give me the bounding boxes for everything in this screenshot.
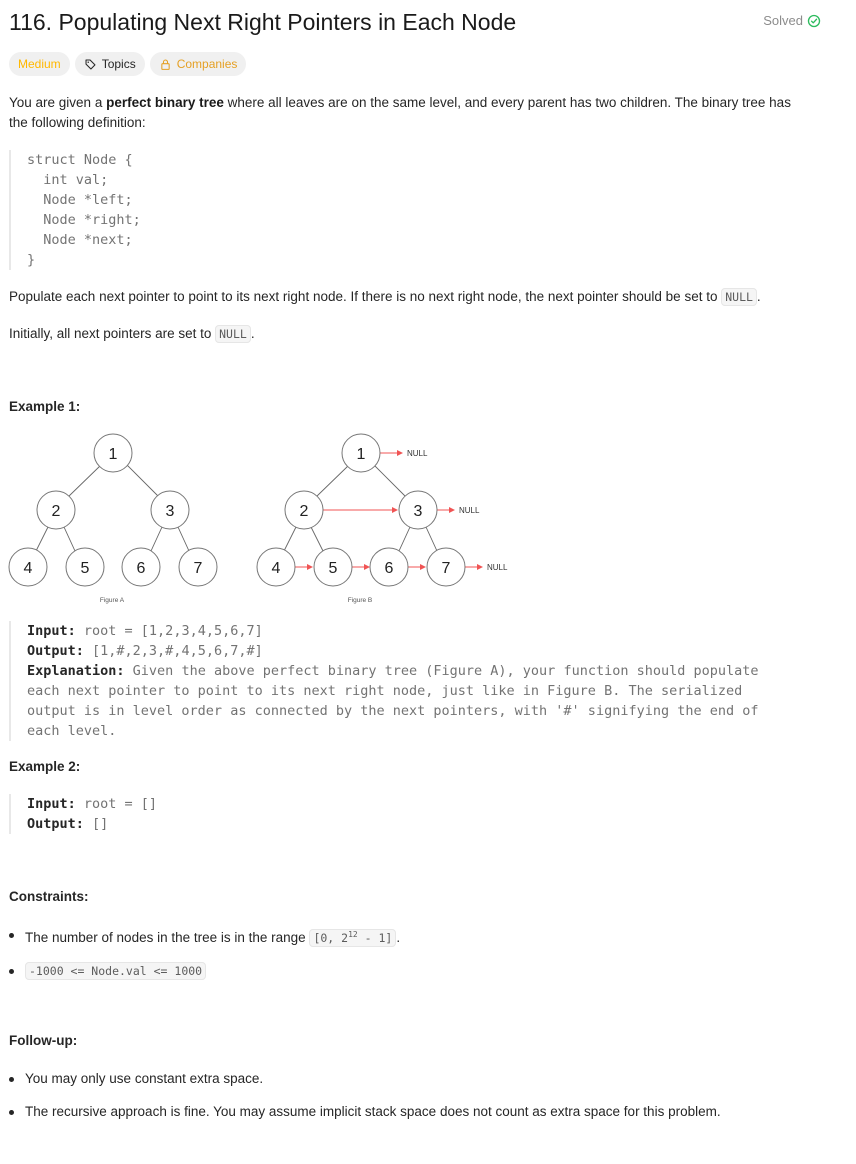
node-label: 3 — [165, 503, 175, 520]
node-label: 7 — [193, 560, 203, 577]
node-label: 5 — [80, 560, 90, 577]
output-label: Output: — [27, 643, 84, 659]
example-1-input — [27, 621, 759, 641]
edge — [399, 527, 410, 551]
solved-label: Solved — [763, 13, 803, 28]
constraint-item — [9, 961, 400, 981]
explanation-line: output is in level order as connected by the next pointers, with '#' signifying the end of — [27, 703, 759, 719]
initial-paragraph — [9, 324, 809, 344]
edge — [316, 465, 349, 497]
range-code-pre: [0, 2 — [313, 930, 349, 945]
populate-text: Populate each next pointer to point to its next right node. If there is no next right node, the next pointer should be set to — [9, 289, 722, 304]
null-label: NULL — [407, 449, 428, 458]
struct-line: Node *right; — [27, 212, 141, 228]
example-1-output — [27, 641, 759, 661]
check-circle-icon — [807, 14, 821, 28]
explanation-line: Given the above perfect binary tree (Figure A), your function should populate — [124, 663, 759, 679]
topics-button[interactable] — [75, 52, 145, 76]
followup-list — [9, 1069, 721, 1135]
struct-line: Node *left; — [27, 192, 133, 208]
example-1-figures — [0, 425, 520, 610]
figure-a-caption: Figure A — [99, 597, 125, 604]
edge — [68, 465, 101, 497]
range-code-post: - 1] — [357, 930, 393, 945]
explanation-line: each next pointer to point to its next right node, just like in Figure B. The serialized — [27, 683, 743, 699]
edge — [64, 527, 75, 551]
lock-icon — [159, 58, 172, 71]
input-value: root = [1,2,3,4,5,6,7] — [75, 623, 263, 639]
example-2-heading: Example 2: — [9, 759, 81, 774]
initial-period: . — [250, 326, 255, 341]
output-value: [1,#,2,3,#,4,5,6,7,#] — [83, 643, 263, 659]
node-label: 2 — [299, 503, 309, 520]
constraint-item — [9, 925, 400, 948]
difficulty-badge — [9, 52, 70, 76]
node-label: 2 — [51, 503, 61, 520]
figure-b-caption: Figure B — [347, 597, 373, 604]
intro-text-post: where all leaves are on the same level, and every parent has two children. The binary tree has the following definition: — [9, 95, 791, 130]
populate-period: . — [756, 289, 761, 304]
constraints-heading: Constraints: — [9, 889, 89, 904]
node-label: 5 — [328, 560, 338, 577]
edge — [426, 527, 437, 551]
edge — [151, 527, 162, 551]
struct-line: } — [27, 252, 36, 268]
populate-paragraph — [9, 287, 809, 307]
node-label: 3 — [413, 503, 423, 520]
edge — [178, 527, 189, 551]
constraint-text: The number of nodes in the tree is in the range — [25, 929, 310, 945]
edge — [36, 527, 48, 551]
explanation-line: each level. — [27, 723, 117, 739]
input-label: Input: — [27, 796, 76, 812]
node-label: 4 — [271, 560, 281, 577]
constraint-range-code — [309, 929, 396, 947]
null-code: NULL — [215, 325, 251, 343]
edge — [127, 465, 159, 497]
difficulty-label: Medium — [18, 57, 61, 71]
example-1-block — [9, 621, 759, 741]
followup-heading: Follow-up: — [9, 1033, 78, 1048]
edge — [284, 527, 296, 551]
intro-bold: perfect binary tree — [106, 95, 224, 110]
struct-line: struct Node { — [27, 152, 133, 168]
followup-item: The recursive approach is fine. You may assume implicit stack space does not count as extra space for this problem. — [9, 1102, 721, 1122]
edge — [311, 527, 323, 551]
followup-item: You may only use constant extra space. — [9, 1069, 721, 1089]
example-1-heading: Example 1: — [9, 399, 81, 414]
null-label: NULL — [487, 563, 508, 572]
null-label: NULL — [459, 506, 480, 515]
tag-icon — [84, 58, 97, 71]
range-code-exponent: 12 — [348, 930, 358, 939]
badge-row — [9, 52, 246, 76]
page-title[interactable]: 116. Populating Next Right Pointers in Each Node — [9, 9, 517, 35]
initial-text: Initially, all next pointers are set to — [9, 326, 216, 341]
solved-status — [763, 12, 821, 30]
title-row — [9, 6, 821, 38]
topics-label: Topics — [101, 57, 136, 71]
companies-label: Companies — [176, 57, 238, 71]
tree-figures-svg — [0, 425, 520, 610]
intro-paragraph — [9, 93, 809, 133]
example-1-explanation — [27, 661, 759, 681]
node-label: 4 — [23, 560, 33, 577]
null-code: NULL — [721, 288, 757, 306]
struct-definition-block — [9, 150, 141, 270]
constraint-value-code: -1000 <= Node.val <= 1000 — [25, 962, 206, 980]
input-label: Input: — [27, 623, 76, 639]
companies-button[interactable] — [150, 52, 247, 76]
output-value: [] — [83, 816, 109, 832]
struct-line: int val; — [27, 172, 109, 188]
example-2-block — [9, 794, 157, 834]
constraints-list — [9, 925, 400, 994]
constraint-period: . — [396, 929, 401, 945]
node-label: 1 — [108, 446, 118, 463]
example-2-input — [27, 794, 157, 814]
node-label: 7 — [441, 560, 451, 577]
struct-line: Node *next; — [27, 232, 133, 248]
input-value: root = [] — [75, 796, 158, 812]
example-2-output — [27, 814, 157, 834]
node-label: 1 — [356, 446, 366, 463]
edge — [374, 465, 406, 497]
intro-text-pre: You are given a — [9, 95, 107, 110]
output-label: Output: — [27, 816, 84, 832]
explanation-label: Explanation: — [27, 663, 125, 679]
node-label: 6 — [136, 560, 146, 577]
node-label: 6 — [384, 560, 394, 577]
